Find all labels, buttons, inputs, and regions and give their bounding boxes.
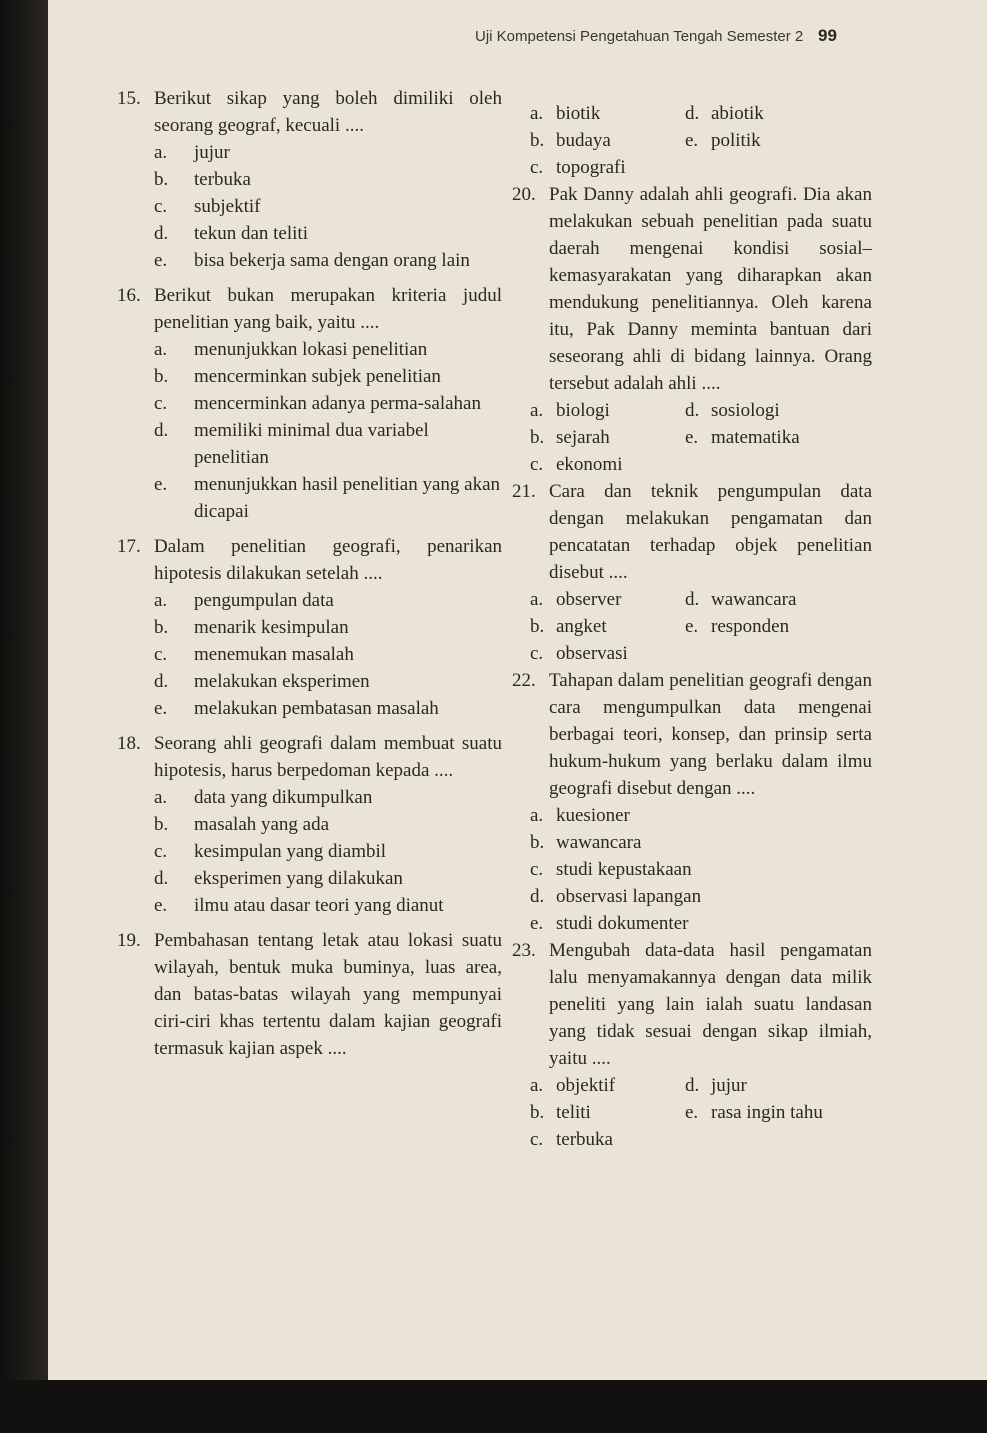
option: c. subjektif (154, 196, 261, 217)
option: a. biotik (530, 103, 601, 124)
question-text: Mengubah data-data hasil pengamatan lalu menyamakannya dengan data milik peneliti yang lain ialah suatu landasan yang tidak sesuai dengan sikap ilmiah, yaitu .... (549, 940, 872, 1069)
question-text: Berikut bukan merupakan kriteria judul penelitian yang baik, yaitu .... (154, 285, 502, 333)
option: d. melakukan eksperimen (154, 671, 370, 692)
option: d. sosiologi (685, 400, 780, 421)
options-20 (530, 397, 872, 451)
option: e. menunjukkan hasil penelitian yang akan dicapai (154, 474, 501, 522)
option: e. ilmu atau dasar teori yang dianut (154, 895, 444, 916)
question-text: Berikut sikap yang boleh dimiliki oleh seorang geograf, kecuali .... (154, 88, 502, 136)
question-23 (512, 937, 872, 1072)
question-text: Dalam penelitian geografi, penarikan hipotesis dilakukan setelah .... (154, 536, 502, 584)
page-header: Uji Kompetensi Pengetahuan Tengah Semester 2 (475, 28, 804, 45)
option: c. mencerminkan adanya perma-salahan (154, 393, 481, 414)
option: a. data yang dikumpulkan (154, 787, 373, 808)
question-17 (117, 533, 502, 587)
option: d. observasi lapangan (530, 886, 702, 907)
options-21 (530, 586, 872, 640)
option: a. jujur (154, 142, 230, 163)
option: b. teliti (530, 1102, 591, 1123)
question-number: 17. (117, 536, 141, 557)
option: a. kuesioner (530, 805, 630, 826)
question-text: Pembahasan tentang letak atau lokasi suatu wilayah, bentuk muka buminya, luas area, dan batas-batas wilayah yang mempunyai ciri-ciri khas tertentu dalam kajian geografi termasuk kajian aspek .... (154, 930, 502, 1059)
option: e. matematika (685, 427, 800, 448)
page-shadow-left (0, 0, 48, 1433)
option: a. biologi (530, 400, 610, 421)
option-19c (530, 154, 872, 181)
options-16 (154, 336, 502, 525)
question-20 (512, 181, 872, 397)
option: d. eksperimen yang dilakukan (154, 868, 403, 889)
option: e. rasa ingin tahu (685, 1102, 823, 1123)
option: a. pengumpulan data (154, 590, 334, 611)
question-number: 19. (117, 930, 141, 951)
option: b. angket (530, 616, 607, 637)
option-21c (530, 640, 872, 667)
question-text: Pak Danny adalah ahli geografi. Dia akan melakukan sebuah penelitian pada suatu daerah mengenai kondisi sosial–kemasyarakatan yang diharapkan akan mendukung penelitiannya. Oleh karena itu, Pak Danny meminta bantuan dari seseorang ahli di bidang lainnya. Orang tersebut adalah ahli .... (549, 184, 872, 394)
option: e. bisa bekerja sama dengan orang lain (154, 250, 470, 271)
option: d. wawancara (685, 589, 797, 610)
option: e. politik (685, 130, 761, 151)
option: b. terbuka (154, 169, 251, 190)
options-22 (530, 802, 872, 937)
page-shadow-bottom (0, 1380, 987, 1433)
options-23 (530, 1072, 872, 1126)
question-number: 22. (512, 670, 536, 691)
option: e. melakukan pembatasan masalah (154, 698, 439, 719)
question-18 (117, 730, 502, 784)
question-number: 21. (512, 481, 536, 502)
option: c. topografi (530, 157, 626, 178)
question-text: Cara dan teknik pengumpulan data dengan melakukan pengamatan dan pencatatan terhadap objek penelitian disebut .... (549, 481, 872, 583)
question-22 (512, 667, 872, 802)
question-text: Seorang ahli geografi dalam membuat suatu hipotesis, harus berpedoman kepada .... (154, 733, 502, 781)
option: b. budaya (530, 130, 611, 151)
option: c. menemukan masalah (154, 644, 354, 665)
question-number: 20. (512, 184, 536, 205)
question-21 (512, 478, 872, 586)
page-number: 99 (818, 26, 837, 45)
option: c. ekonomi (530, 454, 623, 475)
question-number: 23. (512, 940, 536, 961)
option: d. tekun dan teliti (154, 223, 308, 244)
option: c. observasi (530, 643, 628, 664)
option: c. kesimpulan yang diambil (154, 841, 387, 862)
option: c. studi kepustakaan (530, 859, 692, 880)
option: b. mencerminkan subjek penelitian (154, 366, 441, 387)
question-19 (117, 927, 502, 1062)
options-15 (154, 139, 502, 274)
question-number: 18. (117, 733, 141, 754)
option: d. abiotik (685, 103, 764, 124)
option: e. studi dokumenter (530, 913, 689, 934)
question-15 (117, 85, 502, 139)
option: c. terbuka (530, 1129, 613, 1150)
options-18 (154, 784, 502, 919)
question-number: 16. (117, 285, 141, 306)
option: a. menunjukkan lokasi penelitian (154, 339, 428, 360)
option: d. memiliki minimal dua variabel penelitian (154, 420, 429, 468)
option: a. objektif (530, 1075, 616, 1096)
option-23c (530, 1126, 872, 1153)
option-20c (530, 451, 872, 478)
question-number: 15. (117, 88, 141, 109)
option: e. responden (685, 616, 790, 637)
option: b. menarik kesimpulan (154, 617, 349, 638)
options-19 (530, 100, 872, 154)
option: b. sejarah (530, 427, 610, 448)
option: b. wawancara (530, 832, 642, 853)
question-16 (117, 282, 502, 336)
question-text: Tahapan dalam penelitian geografi dengan cara mengumpulkan data mengenai berbagai teori, konsep, dan prinsip serta hukum-hukum yang berlaku dalam ilmu geografi disebut dengan .... (549, 670, 872, 799)
option: d. jujur (685, 1075, 747, 1096)
option: b. masalah yang ada (154, 814, 330, 835)
options-17 (154, 587, 502, 722)
left-column (117, 85, 502, 1062)
option: a. observer (530, 589, 622, 610)
right-column (512, 100, 872, 1153)
